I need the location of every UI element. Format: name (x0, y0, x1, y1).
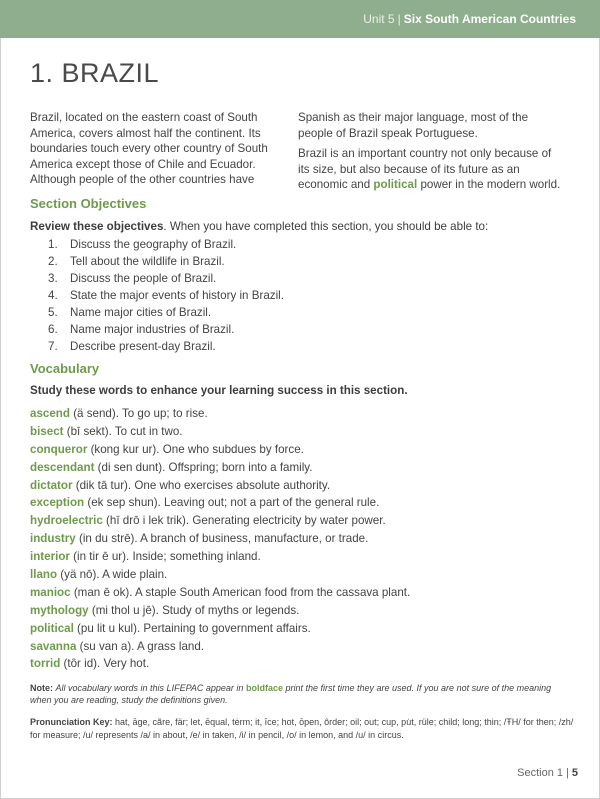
vocabulary-note (30, 682, 570, 706)
vocabulary-term: torrid (30, 657, 61, 671)
vocabulary-term: exception (30, 496, 85, 510)
vocabulary-term: bisect (30, 424, 64, 438)
intro-right-column (298, 110, 566, 198)
vocabulary-entry (30, 530, 410, 548)
note-label: Note: (30, 683, 53, 693)
objective-number: 1. (48, 238, 58, 251)
objective-item (48, 338, 284, 355)
vocabulary-term: manioc (30, 585, 71, 599)
vocabulary-definition: (su van a). A grass land. (76, 639, 205, 653)
note-boldface-word: boldface (245, 683, 283, 693)
vocabulary-list (30, 405, 410, 673)
vocabulary-definition: (in du strē). A branch of business, manufacture, or trade. (75, 532, 369, 546)
intro-left-column (30, 110, 282, 193)
objective-text: Discuss the people of Brazil. (70, 272, 217, 285)
vocabulary-entry (30, 459, 410, 477)
vocabulary-lead: Study these words to enhance your learning success in this section. (30, 384, 408, 397)
vocabulary-entry (30, 494, 410, 512)
vocabulary-entry (30, 512, 410, 530)
intro-text-end: power in the modern world. (420, 178, 561, 191)
note-text: All vocabulary words in this LIFEPAC appear in (55, 683, 244, 693)
vocabulary-entry (30, 620, 410, 638)
vocabulary-definition: (ek sep shun). Leaving out; not a part of the general rule. (84, 496, 380, 510)
vocabulary-definition: (kong kur ur). One who subdues by force. (87, 442, 304, 456)
intro-paragraph-2 (298, 146, 566, 193)
footer-section: Section 1 (517, 767, 564, 779)
objective-item (48, 287, 284, 304)
objectives-lead-text: . When you have completed this section, you should be able to: (163, 220, 489, 233)
vocabulary-definition: (yä nō). A wide plain. (57, 568, 168, 582)
vocabulary-definition: (mi thol u jē). Study of myths or legends. (88, 603, 300, 617)
page-title: 1. BRAZIL (30, 58, 160, 88)
note-text-end: print the first time they are used. If you are not sure of the meaning when you are reading, study the definitions given. (30, 683, 552, 705)
objective-text: State the major events of history in Brazil. (70, 289, 284, 302)
objective-text: Name major cities of Brazil. (70, 306, 212, 319)
objective-item (48, 321, 284, 338)
vocabulary-term: dictator (30, 478, 73, 492)
objectives-list (48, 236, 284, 355)
vocabulary-term: conqueror (30, 442, 88, 456)
vocabulary-term: mythology (30, 603, 89, 617)
objectives-lead-bold: Review these objectives (30, 220, 164, 233)
vocabulary-entry (30, 638, 410, 656)
objective-number: 5. (48, 306, 58, 319)
vocabulary-term: descendant (30, 460, 95, 474)
vocabulary-term: ascend (30, 407, 70, 420)
vocabulary-term: political (30, 621, 74, 635)
vocabulary-definition: (man ē ok). A staple South American food from the cassava plant. (70, 585, 411, 599)
vocabulary-definition: (hī drō i lek trik). Generating electricity by water power. (102, 514, 386, 528)
objective-item (48, 270, 284, 287)
objective-number: 3. (48, 272, 58, 285)
objective-number: 2. (48, 255, 58, 268)
vocabulary-heading: Vocabulary (30, 361, 100, 376)
vocabulary-definition: (pu lit u kul). Pertaining to government affairs. (73, 621, 311, 635)
objective-number: 6. (48, 323, 58, 336)
vocabulary-definition: (ä send). To go up; to rise. (69, 407, 208, 420)
footer-separator: | (566, 767, 569, 779)
page-number: 5 (571, 767, 578, 779)
objective-item (48, 236, 284, 253)
vocabulary-term: industry (30, 532, 76, 546)
header-separator: | (397, 12, 401, 26)
page-footer (517, 767, 578, 779)
unit-label: Unit 5 (363, 12, 395, 26)
objective-item (48, 304, 284, 321)
pronunciation-key (30, 716, 575, 742)
objective-text: Describe present-day Brazil. (70, 340, 216, 353)
vocabulary-entry (30, 548, 410, 566)
objectives-lead (30, 220, 488, 233)
objective-number: 7. (48, 340, 58, 353)
pronunciation-text: hat, āge, cãre, fär; let, ēqual, tėrm; it, īce; hot, ōpen, ôrder; oil; out; cup, pu̇t, rüle; child; long; thin; /ŦH/ for then; /zh/ for measure; /u/ represents /a/ in about, /e/ in taken, /i/ in pencil, /o/ in lemon, and /u/ in circus. (30, 717, 574, 740)
vocabulary-term: savanna (30, 639, 77, 653)
vocabulary-definition: (di sen dunt). Offspring; born into a family. (94, 460, 313, 474)
pronunciation-label: Pronunciation Key: (30, 717, 113, 727)
objective-text: Tell about the wildlife in Brazil. (70, 255, 225, 268)
vocabulary-definition: (tôr id). Very hot. (60, 657, 150, 671)
vocabulary-definition: (bī sekt). To cut in two. (63, 424, 183, 438)
vocabulary-definition: (in tir ē ur). Inside; something inland. (69, 550, 261, 564)
vocabulary-entry (30, 441, 410, 459)
header-bar (0, 0, 600, 38)
intro-text: Brazil is an important country not only because of its size, but also because of its future as an economic and (298, 147, 552, 191)
vocabulary-term: interior (30, 550, 70, 564)
vocabulary-entry (30, 584, 410, 602)
objective-item (48, 253, 284, 270)
intro-paragraph-continued: Spanish as their major language, most of the people of Brazil speak Portuguese. (298, 111, 529, 140)
vocabulary-entry (30, 405, 410, 423)
unit-title: Six South American Countries (403, 12, 576, 26)
objective-text: Name major industries of Brazil. (70, 323, 235, 336)
vocabulary-entry (30, 477, 410, 495)
vocabulary-term: llano (30, 568, 58, 582)
intro-keyword: political (373, 178, 418, 191)
vocabulary-definition: (dik tā tur). One who exercises absolute authority. (72, 478, 331, 492)
running-header (363, 12, 576, 26)
objective-text: Discuss the geography of Brazil. (70, 238, 237, 251)
objectives-heading: Section Objectives (30, 196, 147, 211)
vocabulary-term: hydroelectric (30, 514, 103, 528)
vocabulary-entry (30, 602, 410, 620)
objective-number: 4. (48, 289, 58, 302)
vocabulary-entry (30, 566, 410, 584)
intro-paragraph: Brazil, located on the eastern coast of South America, covers almost half the continent. Its boundaries touch every other country of South America except those of Chile and Ecuador. Although people of the other countries have (30, 111, 268, 186)
vocabulary-entry (30, 655, 410, 673)
vocabulary-entry (30, 423, 410, 441)
